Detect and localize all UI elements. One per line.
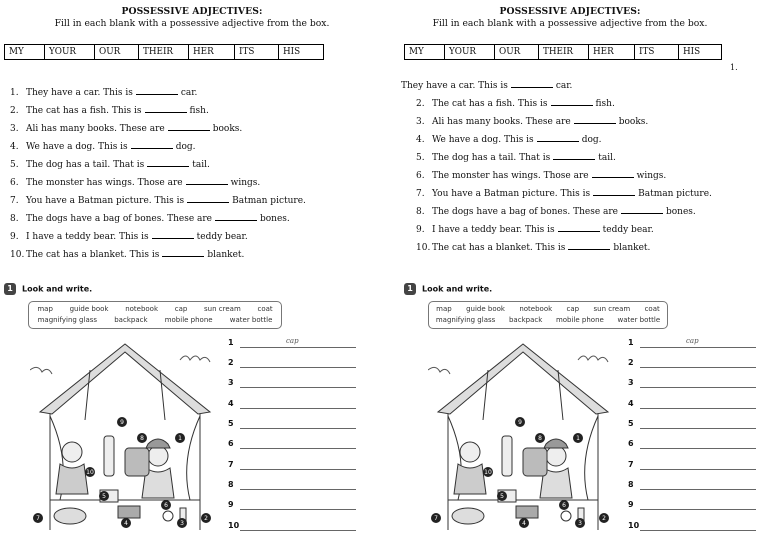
answer-line-3[interactable]: 3 bbox=[628, 378, 756, 390]
answer-line-3[interactable]: 3 bbox=[228, 378, 356, 390]
answer-blank[interactable] bbox=[593, 187, 635, 196]
answer-line-7[interactable]: 7 bbox=[628, 460, 756, 472]
vocab-word: water bottle bbox=[617, 316, 661, 324]
worksheet-title: POSSESSIVE ADJECTIVES: bbox=[499, 6, 641, 17]
vocab-word: guide book bbox=[466, 305, 505, 313]
sentence-6: 6. The monster has wings. Those are wings. bbox=[10, 178, 261, 188]
sentence-7: 7. You have a Batman picture. This is Batman picture. bbox=[416, 189, 712, 199]
worksheet-instruction: Fill in each blank with a possessive adjective from the box. bbox=[54, 18, 330, 29]
vocab-word: backpack bbox=[508, 316, 543, 324]
answer-blank[interactable] bbox=[621, 205, 663, 214]
vocab-word: mobile phone bbox=[555, 316, 604, 324]
answer-blank[interactable] bbox=[574, 115, 616, 124]
answer-line-8[interactable]: 8 bbox=[228, 480, 356, 492]
answer-blank[interactable] bbox=[511, 79, 553, 88]
page-number: 1. bbox=[730, 63, 738, 72]
sentence-2: 2. The cat has a fish. This is fish. bbox=[416, 99, 615, 109]
sentence-1: 1. They have a car. This is car. bbox=[10, 88, 198, 98]
word-their: THEIR bbox=[539, 45, 589, 59]
vocab-word: coat bbox=[257, 305, 273, 313]
answer-blank[interactable] bbox=[558, 223, 600, 232]
vocab-word: cap bbox=[566, 305, 580, 313]
worksheet-instruction: Fill in each blank with a possessive adjective from the box. bbox=[432, 18, 708, 29]
word-her: HER bbox=[189, 45, 235, 59]
answer-line-4[interactable]: 4 bbox=[628, 399, 756, 411]
sentence-6: 6. The monster has wings. Those are wings. bbox=[416, 171, 667, 181]
word-box bbox=[404, 44, 722, 60]
answer-line-9[interactable]: 9 bbox=[628, 500, 756, 512]
callout-8: 8 bbox=[538, 435, 542, 442]
callout-6: 6 bbox=[164, 502, 168, 509]
word-box bbox=[4, 44, 324, 60]
answer-blank[interactable] bbox=[168, 122, 210, 131]
answer-line-4[interactable]: 4 bbox=[228, 399, 356, 411]
task-heading: 1 Look and write. bbox=[404, 283, 492, 295]
callout-6: 6 bbox=[562, 502, 566, 509]
tent-illustration bbox=[428, 340, 618, 536]
word-your: YOUR bbox=[445, 45, 495, 59]
answer-blank[interactable] bbox=[553, 151, 595, 160]
answer-blank[interactable] bbox=[215, 212, 257, 221]
sentence-1: They have a car. This is car. bbox=[401, 81, 573, 91]
sentence-10: 10. The cat has a blanket. This is blanket. bbox=[10, 250, 245, 260]
sentence-2: 2. The cat has a fish. This is fish. bbox=[10, 106, 209, 116]
callout-7: 7 bbox=[36, 515, 40, 522]
vocab-word: magnifying glass bbox=[37, 316, 98, 324]
callout-10: 10 bbox=[484, 469, 492, 476]
vocab-word: water bottle bbox=[229, 316, 273, 324]
callout-5: 5 bbox=[500, 493, 504, 500]
word-our: OUR bbox=[95, 45, 139, 59]
answer-line-5[interactable]: 5 bbox=[228, 419, 356, 431]
vocab-word: mobile phone bbox=[164, 316, 213, 324]
callout-10: 10 bbox=[86, 469, 94, 476]
answer-blank[interactable] bbox=[131, 140, 173, 149]
word-my: MY bbox=[5, 45, 45, 59]
callout-9: 9 bbox=[120, 419, 124, 426]
callout-7: 7 bbox=[434, 515, 438, 522]
answer-line-2[interactable]: 2 bbox=[228, 358, 356, 370]
answer-blank[interactable] bbox=[147, 158, 189, 167]
word-their: THEIR bbox=[139, 45, 189, 59]
sentence-list bbox=[10, 84, 370, 274]
answer-blank[interactable] bbox=[186, 176, 228, 185]
callout-1: 1 bbox=[178, 435, 182, 442]
word-our: OUR bbox=[495, 45, 539, 59]
word-its: ITS bbox=[635, 45, 679, 59]
vocab-word: cap bbox=[174, 305, 188, 313]
vocab-word: map bbox=[436, 305, 452, 313]
sentence-8: 8. The dogs have a bag of bones. These are bones. bbox=[416, 207, 696, 217]
callout-4: 4 bbox=[522, 520, 526, 527]
word-his: HIS bbox=[283, 47, 301, 57]
answer-blank[interactable] bbox=[187, 194, 229, 203]
sentence-9: 9. I have a teddy bear. This is teddy bear. bbox=[416, 225, 654, 235]
vocabulary-box bbox=[28, 301, 282, 329]
word-my: MY bbox=[405, 45, 445, 59]
answer-blank[interactable] bbox=[537, 133, 579, 142]
sentence-5: 5. The dog has a tail. That is tail. bbox=[10, 160, 210, 170]
tent-illustration bbox=[30, 340, 220, 536]
answer-line-1[interactable]: 1 cap bbox=[228, 338, 356, 350]
answer-line-2[interactable]: 2 bbox=[628, 358, 756, 370]
worksheet-title: POSSESSIVE ADJECTIVES: bbox=[121, 6, 263, 17]
answer-blank[interactable] bbox=[136, 86, 178, 95]
sentence-10: 10. The cat has a blanket. This is blanket. bbox=[416, 243, 651, 253]
sentence-4: 4. We have a dog. This is dog. bbox=[416, 135, 602, 145]
sentence-3: 3. Ali has many books. These are books. bbox=[10, 124, 243, 134]
callout-8: 8 bbox=[140, 435, 144, 442]
answer-line-6[interactable]: 6 bbox=[228, 439, 356, 451]
sentence-7: 7. You have a Batman picture. This is Batman picture. bbox=[10, 196, 306, 206]
vocab-word: guide book bbox=[69, 305, 109, 313]
answer-line-5[interactable]: 5 bbox=[628, 419, 756, 431]
task-heading: 1 Look and write. bbox=[4, 283, 92, 295]
sentence-8: 8. The dogs have a bag of bones. These are bones. bbox=[10, 214, 290, 224]
callout-9: 9 bbox=[518, 419, 522, 426]
task-number-badge: 1 bbox=[404, 283, 416, 295]
word-his: HIS bbox=[683, 47, 701, 57]
answer-line-9[interactable]: 9 bbox=[228, 500, 356, 512]
vocab-word: sun cream bbox=[204, 305, 241, 313]
answer-blank[interactable] bbox=[162, 248, 204, 257]
vocab-word: notebook bbox=[519, 305, 553, 313]
vocab-word: backpack bbox=[114, 316, 148, 324]
callout-1: 1 bbox=[576, 435, 580, 442]
vocab-word: magnifying glass bbox=[435, 316, 496, 324]
word-her: HER bbox=[589, 45, 635, 59]
word-your: YOUR bbox=[45, 45, 95, 59]
answer-line-6[interactable]: 6 bbox=[628, 439, 756, 451]
vocab-word: sun cream bbox=[593, 305, 631, 313]
answer-blank[interactable] bbox=[592, 169, 634, 178]
answer-line-1[interactable]: 1 cap bbox=[628, 338, 756, 350]
callout-2: 2 bbox=[204, 515, 208, 522]
example-answer: cap bbox=[286, 337, 299, 345]
callout-4: 4 bbox=[124, 520, 128, 527]
answer-blank[interactable] bbox=[152, 230, 194, 239]
vocab-word: map bbox=[37, 305, 53, 313]
answer-line-8[interactable]: 8 bbox=[628, 480, 756, 492]
answer-blank[interactable] bbox=[551, 97, 593, 106]
answer-line-10[interactable]: 10 bbox=[628, 521, 756, 533]
answer-blank[interactable] bbox=[145, 104, 187, 113]
answer-line-10[interactable]: 10 bbox=[228, 521, 356, 533]
callout-3: 3 bbox=[578, 520, 582, 527]
vocab-word: coat bbox=[644, 305, 660, 313]
vocabulary-box bbox=[428, 301, 668, 329]
worksheet-right bbox=[384, 0, 768, 543]
task-number-badge: 1 bbox=[4, 283, 16, 295]
example-answer: cap bbox=[686, 337, 699, 345]
word-its: ITS bbox=[235, 45, 279, 59]
sentence-3: 3. Ali has many books. These are books. bbox=[416, 117, 649, 127]
sentence-4: 4. We have a dog. This is dog. bbox=[10, 142, 196, 152]
sentence-list bbox=[401, 77, 761, 267]
callout-3: 3 bbox=[180, 520, 184, 527]
sentence-9: 9. I have a teddy bear. This is teddy bear. bbox=[10, 232, 248, 242]
vocab-word: notebook bbox=[125, 305, 159, 313]
sentence-5: 5. The dog has a tail. That is tail. bbox=[416, 153, 616, 163]
answer-line-7[interactable]: 7 bbox=[228, 460, 356, 472]
answer-blank[interactable] bbox=[568, 241, 610, 250]
callout-2: 2 bbox=[602, 515, 606, 522]
callout-5: 5 bbox=[102, 493, 106, 500]
